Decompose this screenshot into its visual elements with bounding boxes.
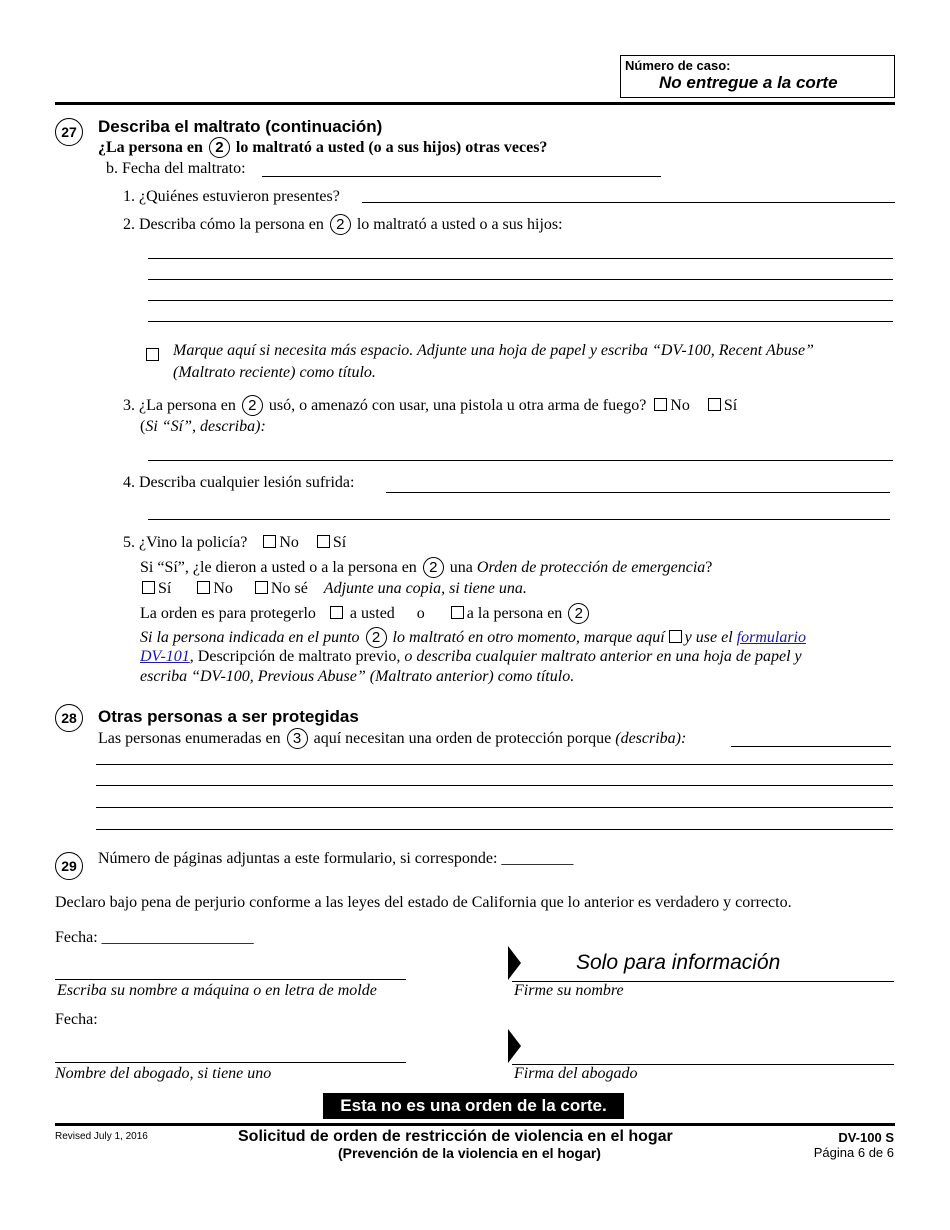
q5-sub: Si “Sí”, ¿le dieron a usted o a la persona en 2 una Orden de protección de emergencia? bbox=[140, 559, 713, 576]
epo-nose-checkbox[interactable] bbox=[255, 581, 268, 594]
section-29-text: Número de páginas adjuntas a este formulario, si corresponde: _________ bbox=[98, 850, 574, 867]
s28-line-1[interactable] bbox=[96, 764, 893, 765]
protect-you-checkbox[interactable] bbox=[330, 606, 343, 619]
q5-no-checkbox[interactable] bbox=[263, 535, 276, 548]
section-29-number: 29 bbox=[55, 852, 83, 880]
q5-epo-options: Sí No No sé Adjunte una copia, si tiene una. bbox=[142, 580, 527, 598]
sign-caption: Firme su nombre bbox=[514, 982, 624, 999]
item-2-ref-icon: 2 bbox=[209, 137, 230, 158]
date-label-2: Fecha: bbox=[55, 1011, 98, 1028]
case-number-box bbox=[620, 55, 895, 98]
s28-line-2[interactable] bbox=[96, 785, 893, 786]
abuse-date-label: b. Fecha del maltrato: bbox=[106, 160, 246, 177]
q4-field-1[interactable] bbox=[386, 492, 890, 493]
q2-line-4[interactable] bbox=[148, 321, 893, 322]
q3-no-checkbox[interactable] bbox=[654, 398, 667, 411]
more-space-text-1: Marque aquí si necesita más espacio. Adjunte una hoja de papel y escriba “DV-100, Recent Abuse” bbox=[173, 342, 814, 359]
declaration: Declaro bajo pena de perjurio conforme a las leyes del estado de California que lo anterior es verdadero y correcto. bbox=[55, 894, 792, 911]
q2-line-2[interactable] bbox=[148, 279, 893, 280]
dv101-link-cont[interactable]: DV-101 bbox=[140, 648, 190, 665]
section-28-number: 28 bbox=[55, 704, 83, 732]
revised-date: Revised July 1, 2016 bbox=[55, 1131, 148, 1142]
q3-si-checkbox[interactable] bbox=[708, 398, 721, 411]
abuse-date-field[interactable] bbox=[262, 176, 661, 177]
name-field[interactable] bbox=[55, 979, 406, 980]
footer-rule bbox=[55, 1123, 895, 1126]
prev-abuse-checkbox[interactable] bbox=[669, 630, 682, 643]
q1-label: 1. ¿Quiénes estuvieron presentes? bbox=[123, 188, 340, 205]
q5-si-checkbox[interactable] bbox=[317, 535, 330, 548]
epo-no-checkbox[interactable] bbox=[197, 581, 210, 594]
page-number: Página 6 de 6 bbox=[813, 1145, 894, 1160]
attorney-name-caption: Nombre del abogado, si tiene uno bbox=[55, 1065, 272, 1082]
item-2-ref-icon: 2 bbox=[568, 603, 589, 624]
case-number-value: No entregue a la corte bbox=[659, 73, 838, 92]
prev-abuse-line-2: DV-101, Descripción de maltrato previo, o describa cualquier maltrato anterior en una hoja de papel y bbox=[140, 648, 802, 665]
s28-line-3[interactable] bbox=[96, 807, 893, 808]
q5-protect-row: La orden es para protegerlo a usted o a la persona en 2 bbox=[140, 603, 591, 624]
form-id: DV-100 S bbox=[838, 1130, 894, 1145]
item-2-ref-icon: 2 bbox=[366, 627, 387, 648]
top-rule bbox=[55, 102, 895, 105]
q5-label: 5. ¿Vino la policía? No Sí bbox=[123, 534, 347, 551]
footer-subtitle: (Prevención de la violencia en el hogar) bbox=[338, 1145, 601, 1161]
item-2-ref-icon: 2 bbox=[423, 557, 444, 578]
footer-title: Solicitud de orden de restricción de violencia en el hogar bbox=[238, 1128, 673, 1145]
q4-field-2[interactable] bbox=[148, 519, 890, 520]
q4-label: 4. Describa cualquier lesión sufrida: bbox=[123, 474, 355, 491]
item-2-ref-icon: 2 bbox=[330, 214, 351, 235]
not-court-order-banner: Esta no es una orden de la corte. bbox=[323, 1093, 624, 1119]
s28-line-4[interactable] bbox=[96, 829, 893, 830]
section-27-number: 27 bbox=[55, 118, 83, 146]
epo-si-checkbox[interactable] bbox=[142, 581, 155, 594]
q3-sub: (Si “Sí”, describa): bbox=[140, 418, 266, 435]
dv101-link[interactable]: formulario bbox=[736, 629, 806, 646]
date-field-1[interactable]: Fecha: ___________________ bbox=[55, 929, 254, 946]
q2-label: 2. Describa cómo la persona en 2 lo maltrató a usted o a sus hijos: bbox=[123, 216, 563, 233]
attorney-name-field[interactable] bbox=[55, 1062, 406, 1063]
more-space-text-2: (Maltrato reciente) como título. bbox=[173, 364, 376, 381]
section-28-title: Otras personas a ser protegidas bbox=[98, 707, 359, 726]
q2-line-3[interactable] bbox=[148, 300, 893, 301]
section-27-title: Describa el maltrato (continuación) bbox=[98, 117, 383, 136]
prev-abuse-line-3: escriba “DV-100, Previous Abuse” (Maltrato anterior) como título. bbox=[140, 668, 575, 685]
section-28-text: Las personas enumeradas en 3 aquí necesitan una orden de protección porque (describa): bbox=[98, 730, 687, 747]
protect-person-checkbox[interactable] bbox=[451, 606, 464, 619]
q3-label: 3. ¿La persona en 2 usó, o amenazó con usar, una pistola u otra arma de fuego? No Sí bbox=[123, 397, 738, 414]
item-2-ref-icon: 2 bbox=[242, 395, 263, 416]
s28-field-0[interactable] bbox=[731, 746, 891, 747]
q1-field[interactable] bbox=[362, 202, 895, 203]
attorney-sign-caption: Firma del abogado bbox=[514, 1065, 638, 1082]
sign-arrow-icon bbox=[508, 946, 521, 980]
more-space-checkbox[interactable] bbox=[146, 347, 162, 365]
name-caption: Escriba su nombre a máquina o en letra de molde bbox=[57, 982, 377, 999]
case-number-label: Número de caso: bbox=[625, 58, 731, 73]
info-only-label: Solo para información bbox=[576, 951, 781, 974]
item-3-ref-icon: 3 bbox=[287, 728, 308, 749]
section-27-question: ¿La persona en 2 lo maltrató a usted (o a sus hijos) otras veces? bbox=[98, 139, 548, 156]
q2-line-1[interactable] bbox=[148, 258, 893, 259]
prev-abuse-line-1: Si la persona indicada en el punto 2 lo maltrató en otro momento, marque aquí y use el formulario bbox=[140, 629, 806, 646]
q3-field[interactable] bbox=[148, 460, 893, 461]
attorney-sign-arrow-icon bbox=[508, 1029, 521, 1063]
